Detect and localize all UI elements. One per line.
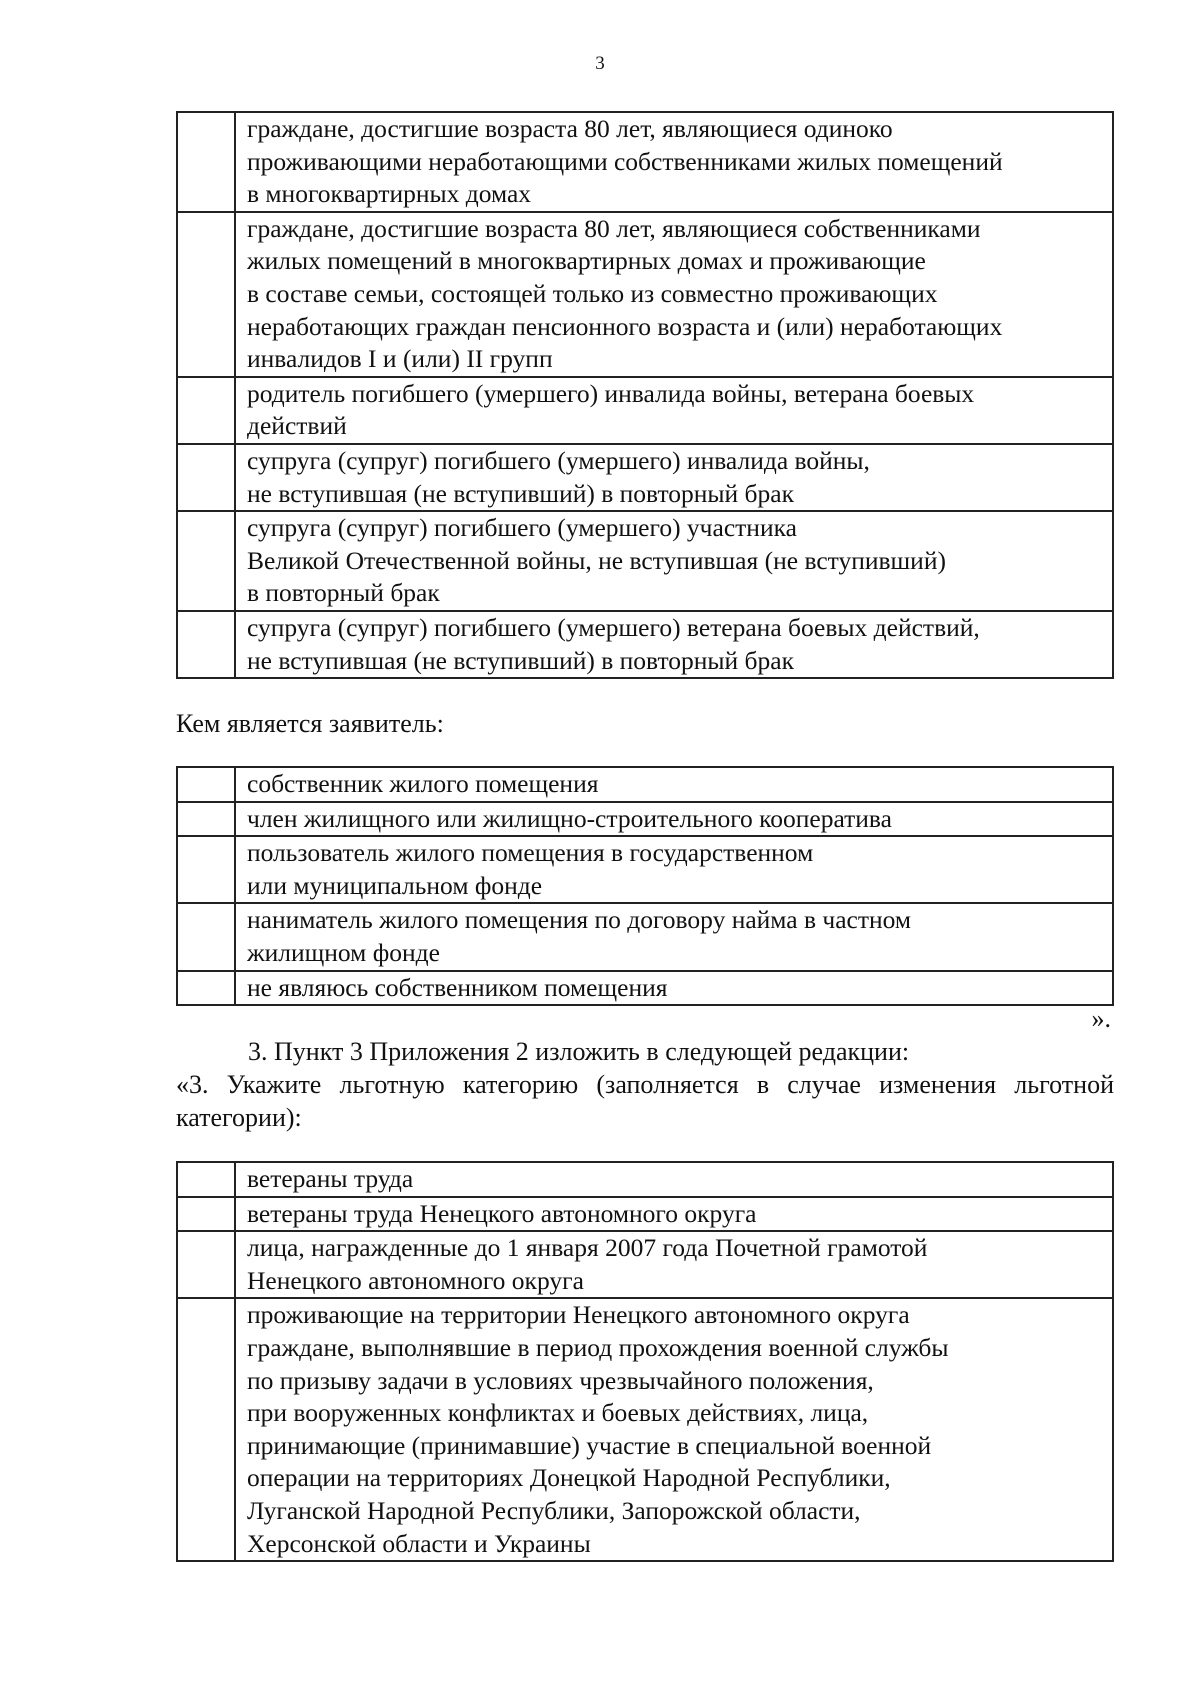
option-label: граждане, достигшие возраста 80 лет, являющиеся одиноко проживающими неработающими собственниками жилых помещений в многоквартирных домах	[247, 114, 1003, 209]
option-label: ветераны труда	[247, 1164, 414, 1193]
option-cell	[235, 611, 1113, 678]
checkbox-cell[interactable]	[177, 1231, 235, 1298]
table-row	[177, 802, 1113, 837]
table-row	[177, 836, 1113, 903]
checkbox-cell[interactable]	[177, 444, 235, 511]
table-row	[177, 377, 1113, 444]
checkbox-cell[interactable]	[177, 212, 235, 377]
table-row	[177, 611, 1113, 678]
table-row	[177, 212, 1113, 377]
applicant-status-table	[176, 766, 1114, 1006]
checkbox-cell[interactable]	[177, 611, 235, 678]
option-label: пользователь жилого помещения в государственном или муниципальном фонде	[247, 838, 814, 900]
option-cell	[235, 1197, 1113, 1232]
option-label: родитель погибшего (умершего) инвалида войны, ветерана боевых действий	[247, 378, 975, 441]
table-row	[177, 112, 1113, 212]
option-cell	[235, 971, 1113, 1006]
checkbox-cell[interactable]	[177, 112, 235, 212]
option-cell	[235, 511, 1113, 611]
checkbox-cell[interactable]	[177, 903, 235, 970]
option-cell	[235, 444, 1113, 511]
checkbox-cell[interactable]	[177, 1298, 235, 1561]
option-cell	[235, 377, 1113, 444]
checkbox-cell[interactable]	[177, 802, 235, 837]
option-cell	[235, 212, 1113, 377]
checkbox-cell[interactable]	[177, 971, 235, 1006]
closing-quote: ».	[1091, 1004, 1111, 1033]
applicant-caption: Кем является заявитель:	[176, 709, 444, 738]
option-label: супруга (супруг) погибшего (умершего) инвалида войны, не вступившая (не вступивший) в повторный брак	[247, 445, 870, 508]
option-label: член жилищного или жилищно-строительного кооператива	[247, 803, 892, 833]
option-cell	[235, 112, 1113, 212]
table-row	[177, 903, 1113, 970]
table-row	[177, 1162, 1113, 1197]
table-row	[177, 1298, 1113, 1561]
option-cell	[235, 836, 1113, 903]
amendment-heading: 3. Пункт 3 Приложения 2 изложить в следующей редакции:	[248, 1037, 910, 1066]
option-label: проживающие на территории Ненецкого автономного округа граждане, выполнявшие в период прохождения военной службы по призыву задачи в условиях чрезвычайного положения, при вооруженных конфликтах и боевых действиях, лица, принимающие (принимавшие) участие в специальной военной операции на территориях Донецкой Народной Республики, Луганской Народной Республики, Запорожской области, Херсонской области и Украины	[247, 1300, 949, 1558]
option-cell	[235, 903, 1113, 970]
checkbox-cell[interactable]	[177, 377, 235, 444]
option-cell	[235, 1162, 1113, 1197]
option-cell	[235, 802, 1113, 837]
option-label: супруга (супруг) погибшего (умершего) участника Великой Отечественной войны, не вступившая (не вступивший) в повторный брак	[247, 513, 946, 608]
option-label: ветераны труда Ненецкого автономного округа	[247, 1198, 757, 1228]
option-cell	[235, 767, 1113, 802]
table-row	[177, 767, 1113, 802]
checkbox-cell[interactable]	[177, 1162, 235, 1197]
option-label: лица, награжденные до 1 января 2007 года Почетной грамотой Ненецкого автономного округа	[247, 1233, 928, 1295]
page-number: 3	[595, 53, 605, 74]
table-row	[177, 444, 1113, 511]
table-row	[177, 1197, 1113, 1232]
option-label: наниматель жилого помещения по договору найма в частном жилищном фонде	[247, 905, 912, 967]
table-row	[177, 971, 1113, 1006]
checkbox-cell[interactable]	[177, 836, 235, 903]
preferential-category-table	[176, 1161, 1114, 1562]
option-cell	[235, 1298, 1113, 1561]
option-label: супруга (супруг) погибшего (умершего) ветерана боевых действий, не вступившая (не вступивший) в повторный брак	[247, 612, 980, 675]
option-label: не являюсь собственником помещения	[247, 972, 668, 1002]
amendment-text: «3. Укажите льготную категорию (заполняется в случае изменения льготной категории):	[176, 1070, 1114, 1132]
checkbox-cell[interactable]	[177, 1197, 235, 1232]
checkbox-cell[interactable]	[177, 767, 235, 802]
checkbox-cell[interactable]	[177, 511, 235, 611]
table-row	[177, 1231, 1113, 1298]
option-label: граждане, достигшие возраста 80 лет, являющиеся собственниками жилых помещений в многоквартирных домах и проживающие в составе семьи, состоящей только из совместно проживающих неработающих граждан пенсионного возраста и (или) неработающих инвалидов I и (или) II групп	[247, 213, 1003, 374]
table-row	[177, 511, 1113, 611]
option-cell	[235, 1231, 1113, 1298]
option-label: собственник жилого помещения	[247, 769, 599, 798]
benefit-category-table	[176, 111, 1114, 679]
